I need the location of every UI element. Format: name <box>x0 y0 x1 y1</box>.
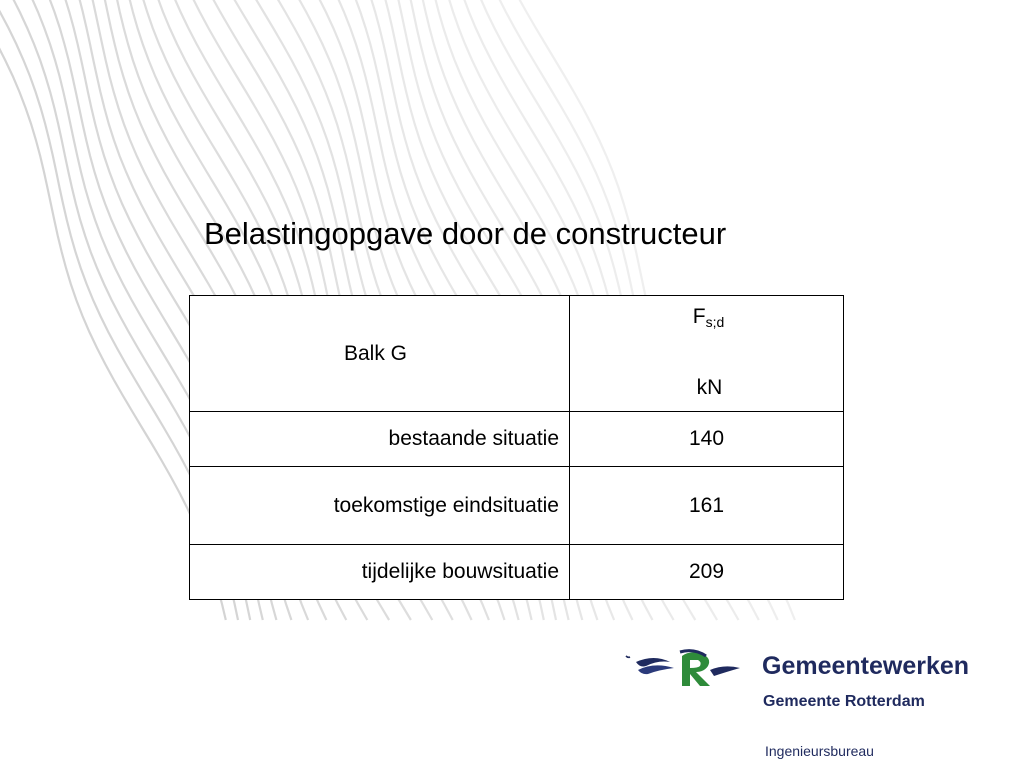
brand-subtitle: Gemeente Rotterdam <box>763 693 925 710</box>
row-label: tijdelijke bouwsituatie <box>190 545 570 600</box>
header-label-cell: Balk G <box>190 296 570 412</box>
row-label: bestaande situatie <box>190 412 570 467</box>
row-label: toekomstige eindsituatie <box>190 467 570 545</box>
force-symbol-subscript: s;d <box>705 314 725 330</box>
row-value: 161 <box>570 467 844 545</box>
force-symbol-main: F <box>692 305 706 328</box>
row-value: 140 <box>570 412 844 467</box>
table-row <box>190 412 844 467</box>
header-unit-cell <box>570 296 844 412</box>
slide-title: Belastingopgave door de constructeur <box>204 216 727 251</box>
brand-name: Gemeentewerken <box>762 652 970 680</box>
force-unit: kN <box>696 376 723 399</box>
table-row <box>190 545 844 600</box>
force-symbol <box>570 305 843 330</box>
table-row <box>190 467 844 545</box>
table-header-row <box>190 296 844 412</box>
load-table <box>189 295 844 600</box>
row-value: 209 <box>570 545 844 600</box>
brand-department: Ingenieursbureau <box>765 743 874 759</box>
rotterdam-r-logo-icon <box>624 648 742 692</box>
